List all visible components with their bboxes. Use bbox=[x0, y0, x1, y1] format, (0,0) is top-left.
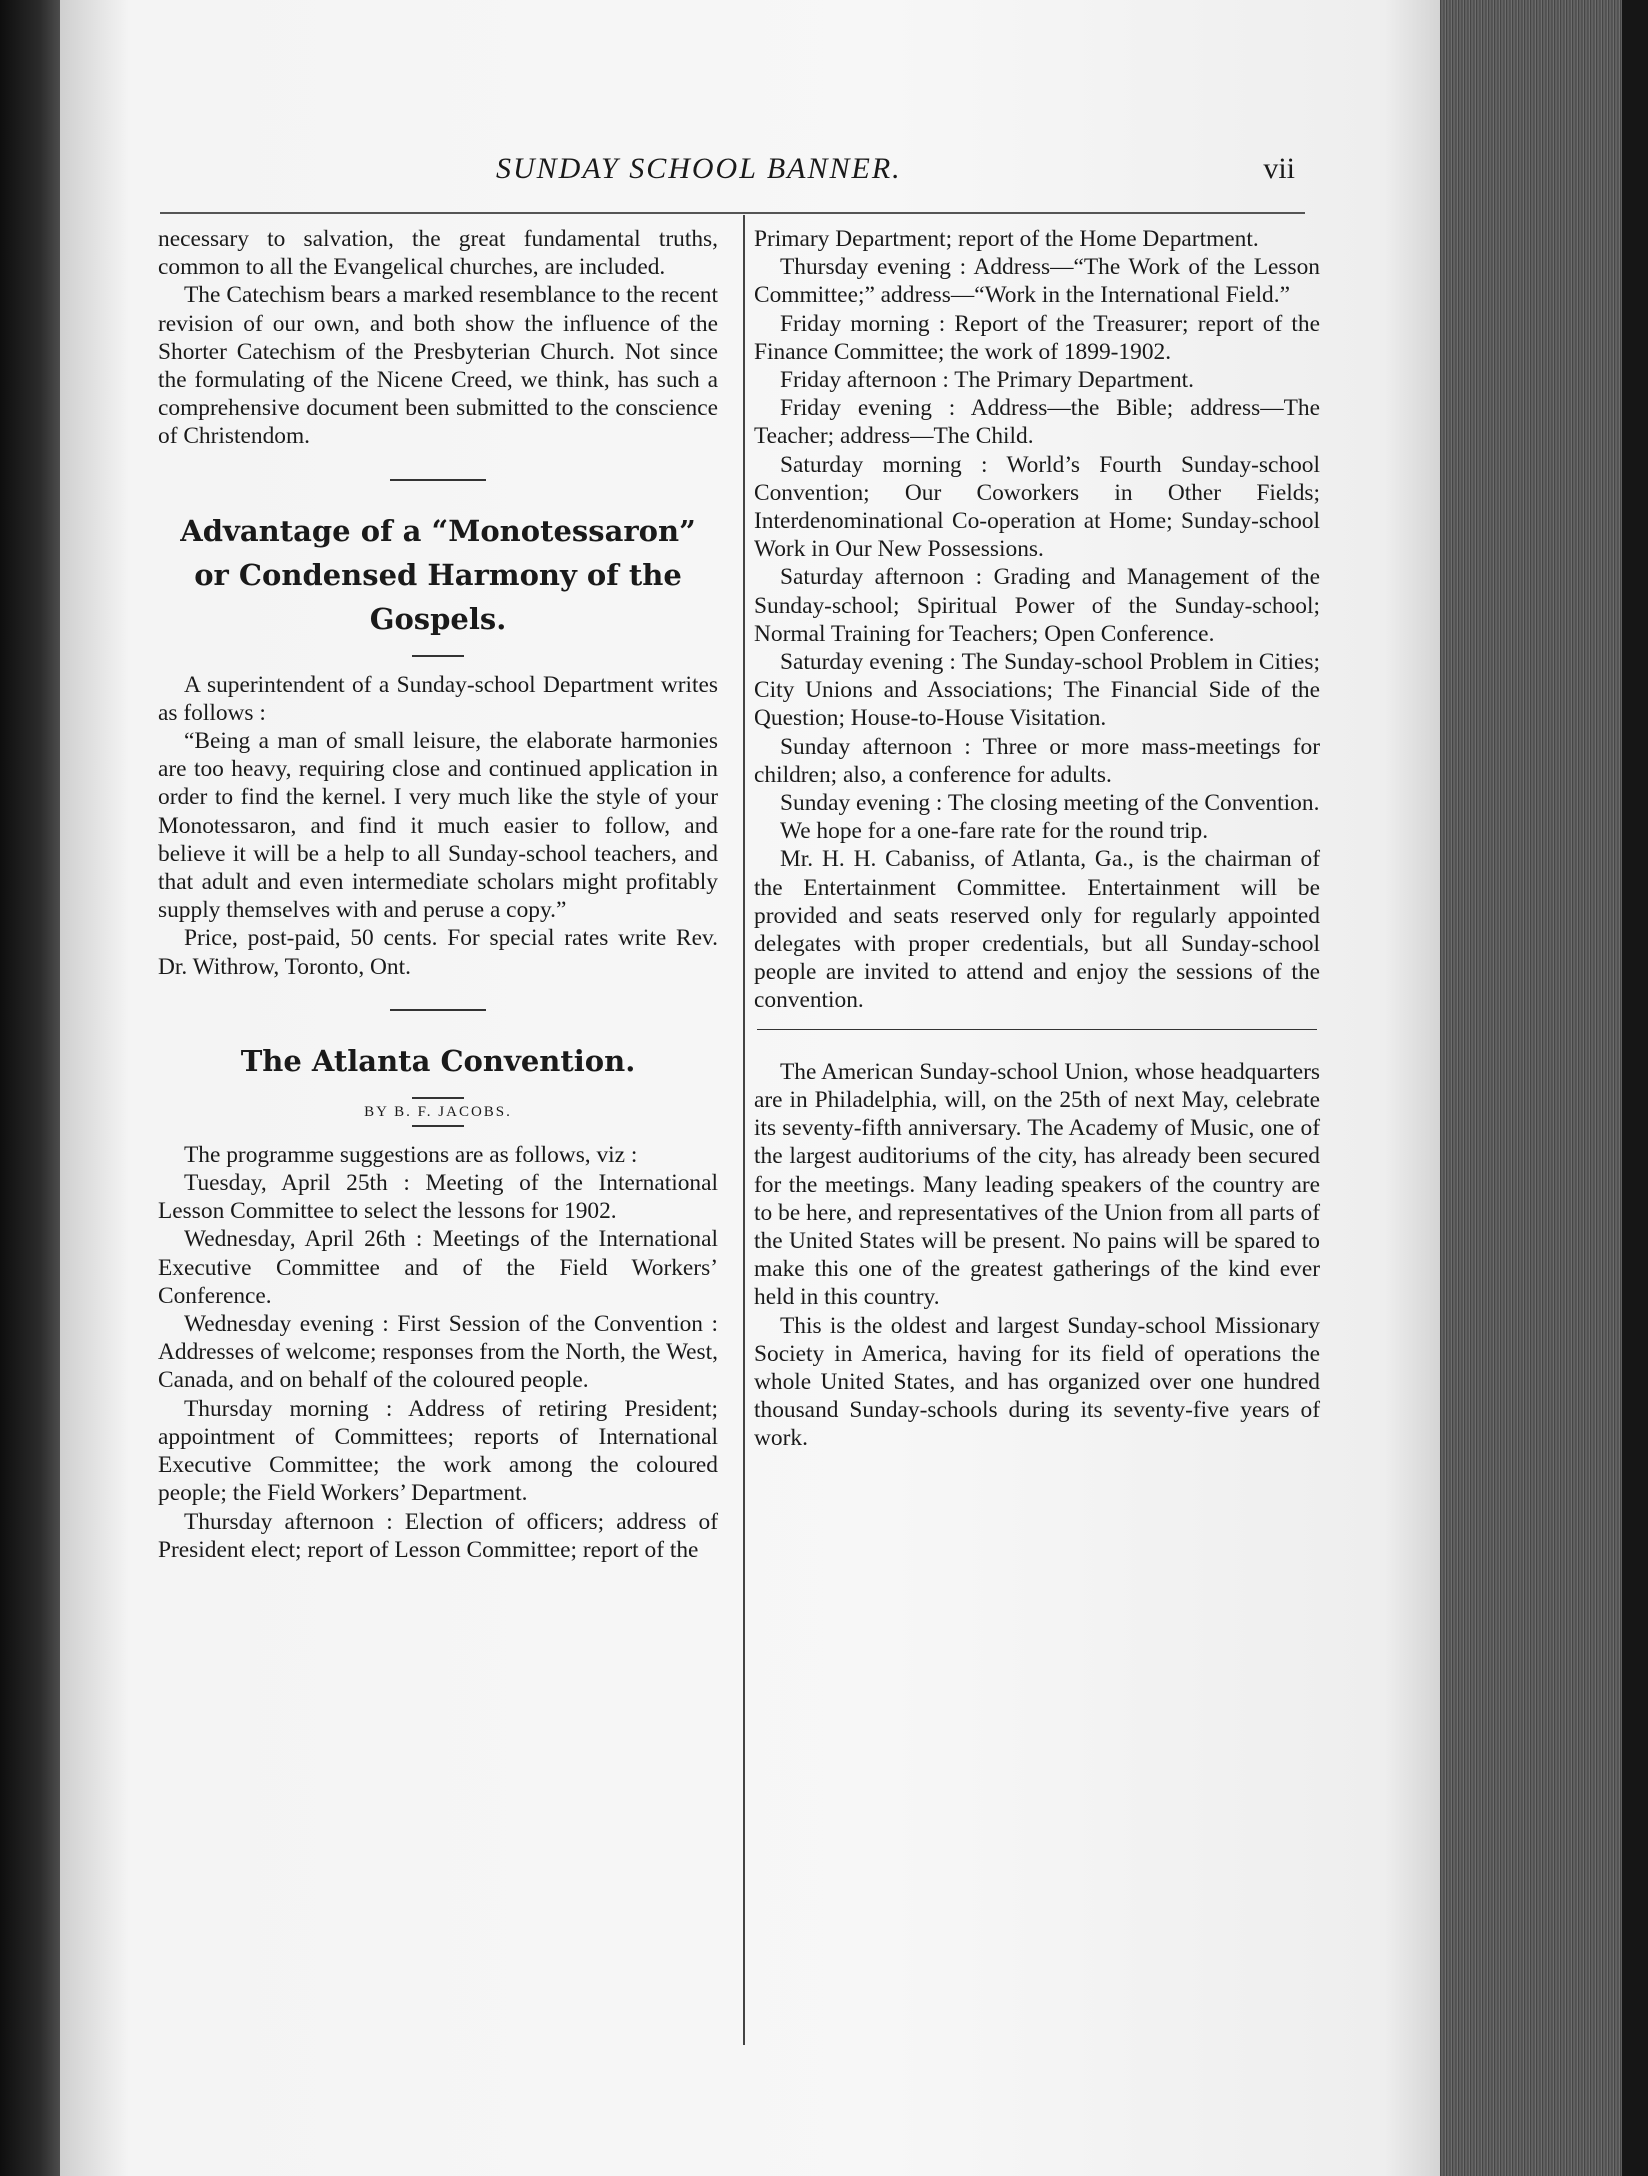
paragraph: Primary Department; report of the Home Department. bbox=[754, 226, 1259, 252]
paragraph: Friday morning : Report of the Treasurer; report of the Finance Committee; the work of 1899-1902. bbox=[754, 310, 1320, 365]
paragraph: This is the oldest and largest Sunday-school Missionary Society in America, having for its field of operations the whole United States, and has organized over one hundred thousand Sunday-schools during its seventy-five years of work. bbox=[754, 1312, 1320, 1452]
paragraph: A superintendent of a Sunday-school Department writes as follows : bbox=[158, 671, 718, 726]
paragraph: Price, post-paid, 50 cents. For special rates write Rev. Dr. Withrow, Toronto, Ont. bbox=[158, 925, 718, 980]
paragraph: Thursday afternoon : Election of officers; address of President elect; report of Lesson Committee; report of the bbox=[158, 1508, 718, 1563]
paragraph: Thursday morning : Address of retiring President; appointment of Committees; reports of International Executive Committee; the work among the coloured people; the Field Workers’ Department. bbox=[158, 1395, 718, 1507]
article-heading: The Atlanta Convention. bbox=[240, 1043, 636, 1078]
header-rule bbox=[160, 212, 1305, 214]
column-rule bbox=[743, 215, 745, 2045]
paragraph: “Being a man of small leisure, the elaborate harmonies are too heavy, requiring close and continued application in order to find the kernel. I very much like the style of your Monotessaron, and find it much easier to follow, and believe it will be a help to all Sunday-school teachers, and that adult and even intermediate scholars might profitably supply themselves with and peruse a copy.” bbox=[158, 728, 718, 924]
left-column bbox=[158, 225, 718, 1564]
paragraph: Friday evening : Address—the Bible; address—The Teacher; address—The Child. bbox=[754, 395, 1320, 450]
paragraph: Saturday afternoon : Grading and Management of the Sunday-school; Spiritual Power of the Sunday-school; Normal Training for Teachers; Open Conference. bbox=[754, 564, 1320, 647]
paragraph: Thursday evening : Address—“The Work of the Lesson Committee;” address—“Work in the International Field.” bbox=[754, 254, 1320, 309]
byline: BY B. F. JACOBS. bbox=[364, 1103, 512, 1120]
paragraph: Sunday evening : The closing meeting of the Convention. bbox=[780, 790, 1320, 817]
page-number: vii bbox=[1263, 152, 1295, 185]
paragraph: Friday afternoon : The Primary Department. bbox=[780, 367, 1194, 394]
paragraph: We hope for a one-fare rate for the round trip. bbox=[780, 818, 1209, 845]
paragraph: necessary to salvation, the great fundamental truths, common to all the Evangelical churches, are included. bbox=[158, 226, 718, 281]
paragraph: Tuesday, April 25th : Meeting of the International Lesson Committee to select the lessons for 1902. bbox=[158, 1170, 718, 1225]
right-column bbox=[754, 225, 1320, 1453]
paragraph: Wednesday evening : First Session of the Convention : Addresses of welcome; responses from the North, the West, Canada, and on behalf of the coloured people. bbox=[158, 1311, 718, 1394]
paragraph: Saturday morning : World’s Fourth Sunday-school Convention; Our Coworkers in Other Fields; Interdenominational Co-operation at Home; Sunday-school Work in Our New Possessions. bbox=[754, 451, 1320, 563]
paragraph: Saturday evening : The Sunday-school Problem in Cities; City Unions and Associations; The Financial Side of the Question; House-to-House Visitation. bbox=[754, 649, 1320, 732]
paragraph: The Catechism bears a marked resemblance to the recent revision of our own, and both show the influence of the Shorter Catechism of the Presbyterian Church. Not since the formulating of the Nicene Creed, we think, has such a comprehensive document been submitted to the conscience of Christendom. bbox=[158, 282, 718, 450]
article-heading: Advantage of a “Monotessaron” or Condensed Harmony of the Gospels. bbox=[180, 513, 696, 636]
paragraph: Sunday afternoon : Three or more mass-meetings for children; also, a conference for adults. bbox=[754, 733, 1320, 788]
paragraph: Wednesday, April 26th : Meetings of the International Executive Committee and of the Field Workers’ Conference. bbox=[158, 1226, 718, 1309]
page-header bbox=[160, 152, 1305, 196]
running-head: SUNDAY SCHOOL BANNER. bbox=[496, 152, 902, 185]
paragraph: The programme suggestions are as follows, viz : bbox=[184, 1141, 638, 1168]
paragraph: The American Sunday-school Union, whose headquarters are in Philadelphia, will, on the 25th of next May, celebrate its seventy-fifth anniversary. The Academy of Music, one of the largest auditoriums of the city, has already been secured for the meetings. Many leading speakers of the country are to be here, and representatives of the Union from all parts of the United States will be present. No pains will be spared to make this one of the greatest gatherings of the kind ever held in this country. bbox=[754, 1058, 1320, 1311]
page-edges bbox=[1440, 0, 1648, 2176]
paragraph: Mr. H. H. Cabaniss, of Atlanta, Ga., is the chairman of the Entertainment Committee. Entertainment will be provided and seats reserved only for regularly appointed delegates with proper credentials, but all Sunday-school people are invited to attend and enjoy the sessions of the convention. bbox=[754, 846, 1320, 1014]
